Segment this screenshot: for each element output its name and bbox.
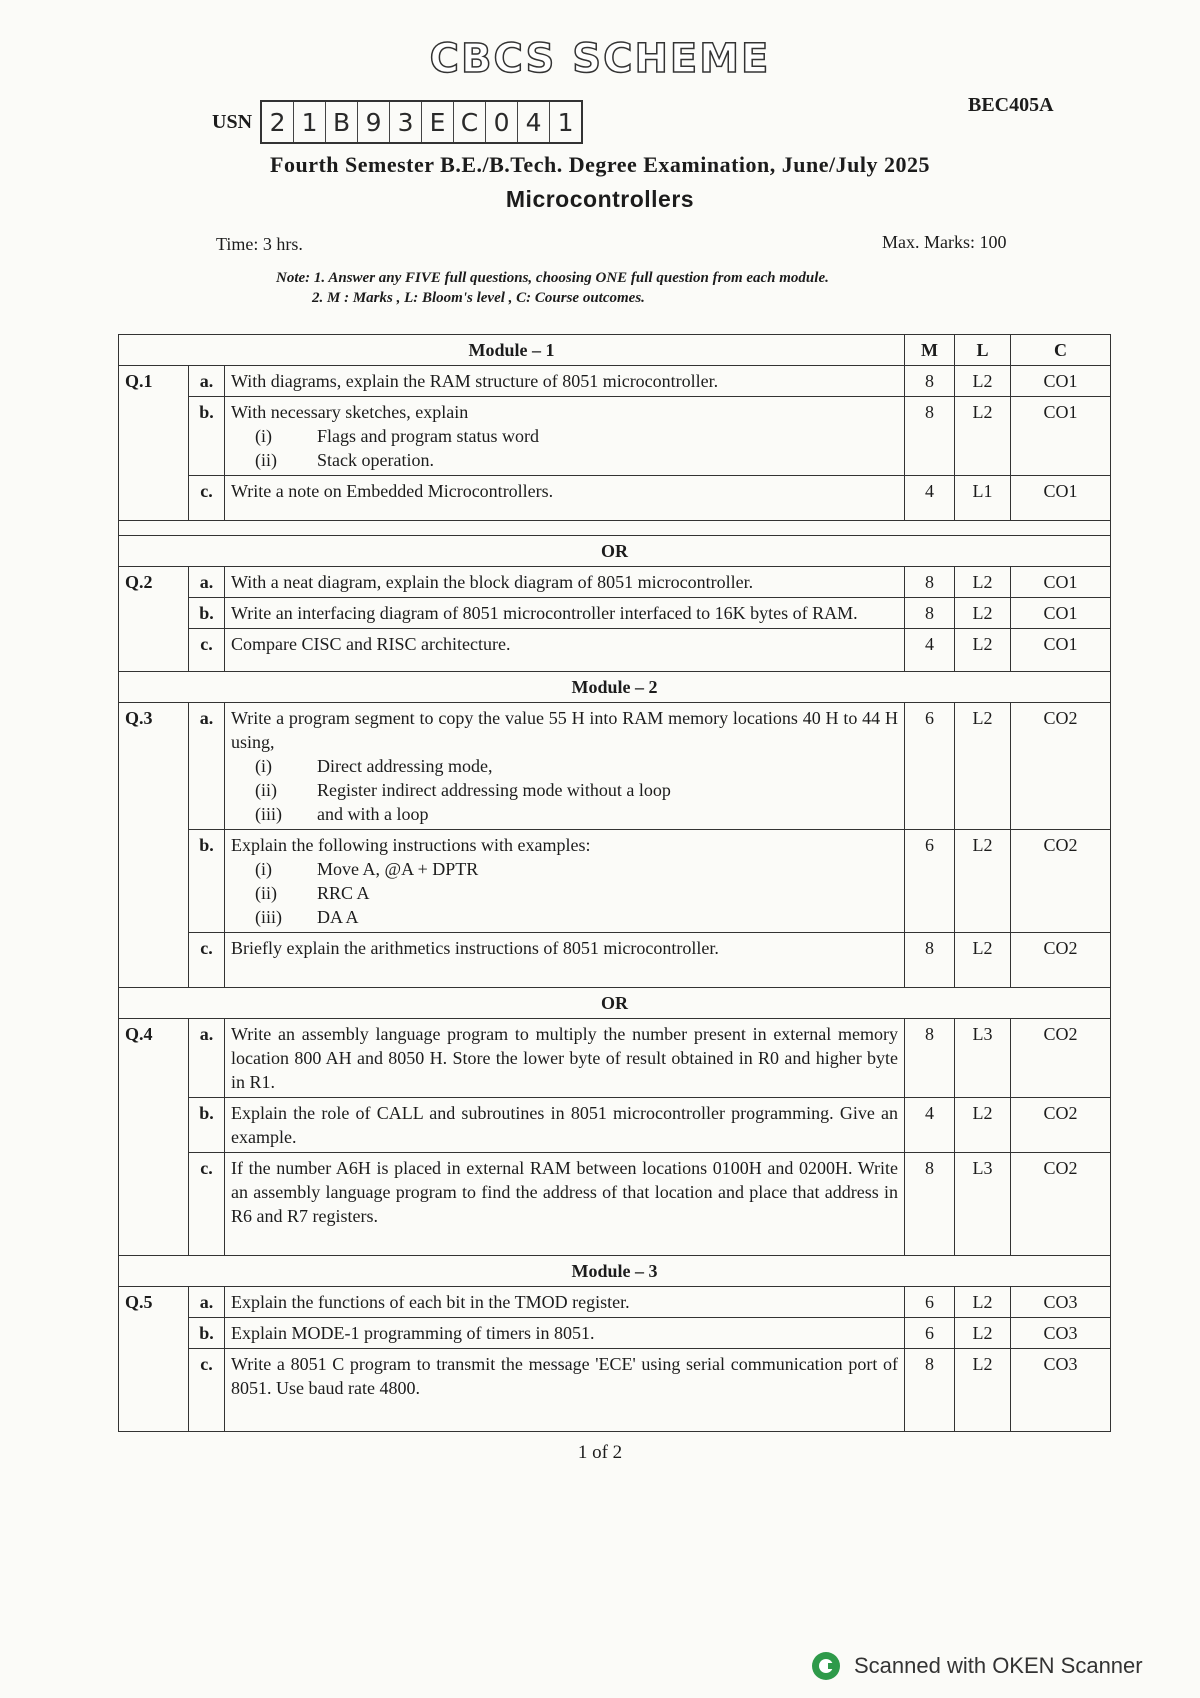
- table-row: [119, 1287, 1111, 1318]
- usn-digit: 3: [390, 102, 422, 142]
- marks: 8: [905, 567, 955, 598]
- module-2-heading: Module – 2: [119, 672, 1111, 703]
- sub-label: c.: [189, 476, 225, 521]
- sub-item-text: and with a loop: [317, 804, 429, 824]
- question-text: Compare CISC and RISC architecture.: [225, 629, 905, 672]
- table-row: [119, 1098, 1111, 1153]
- exam-title: Fourth Semester B.E./B.Tech. Degree Examination, June/July 2025: [270, 152, 930, 177]
- sub-item-text: Stack operation.: [317, 450, 434, 470]
- question-text: Explain the functions of each bit in the TMOD register.: [225, 1287, 905, 1318]
- module-1-heading: Module – 1: [119, 335, 905, 366]
- sub-label: b.: [189, 397, 225, 476]
- table-row: [119, 830, 1111, 933]
- blooms-level: L2: [955, 629, 1011, 672]
- course-outcome: CO2: [1011, 1153, 1111, 1256]
- table-row: [119, 598, 1111, 629]
- question-text: If the number A6H is placed in external RAM between locations 0100H and 0200H. Write an assembly language program to find the address of that location and place that address in R6 and R7 registers.: [225, 1153, 905, 1256]
- sub-item-text: Move A, @A + DPTR: [317, 859, 479, 879]
- spacer-cell: [119, 521, 1111, 536]
- question-number: Q.2: [119, 567, 189, 672]
- note-line-2: 2. M : Marks , L: Bloom's level , C: Course outcomes.: [312, 290, 645, 306]
- scanner-text: Scanned with OKEN Scanner: [854, 1653, 1143, 1678]
- exam-time: Time: 3 hrs.: [216, 234, 303, 254]
- table-row: [119, 366, 1111, 397]
- module-3-heading: Module – 3: [119, 1256, 1111, 1287]
- sub-item: [231, 802, 898, 826]
- table-row: [119, 1019, 1111, 1098]
- col-m-heading: M: [905, 335, 955, 366]
- course-outcome: CO2: [1011, 1019, 1111, 1098]
- blooms-level: L3: [955, 1153, 1011, 1256]
- marks: 4: [905, 476, 955, 521]
- scanner-logo-icon: [810, 1650, 842, 1682]
- sub-item: [231, 881, 898, 905]
- sub-label: c.: [189, 933, 225, 988]
- roman-label: (i): [255, 859, 272, 879]
- question-text-block: [225, 397, 905, 476]
- roman-label: (ii): [255, 780, 277, 800]
- course-outcome: CO2: [1011, 830, 1111, 933]
- usn-digit: 1: [294, 102, 326, 142]
- sub-label: b.: [189, 830, 225, 933]
- sub-item-text: Flags and program status word: [317, 426, 539, 446]
- marks: 6: [905, 1318, 955, 1349]
- sub-item: [231, 424, 898, 448]
- table-row: [119, 1153, 1111, 1256]
- blooms-level: L2: [955, 598, 1011, 629]
- sub-item: [231, 778, 898, 802]
- sub-item: [231, 905, 898, 929]
- question-text: Explain MODE-1 programming of timers in 8051.: [225, 1318, 905, 1349]
- question-text: With a neat diagram, explain the block diagram of 8051 microcontroller.: [225, 567, 905, 598]
- usn-digit: 9: [358, 102, 390, 142]
- question-number: Q.4: [119, 1019, 189, 1256]
- question-text: Write a note on Embedded Microcontrollers.: [225, 476, 905, 521]
- or-row: [119, 536, 1111, 567]
- question-text: Write a 8051 C program to transmit the message 'ECE' using serial communication port of 8051. Use baud rate 4800.: [225, 1349, 905, 1432]
- question-text-block: [225, 830, 905, 933]
- blooms-level: L2: [955, 933, 1011, 988]
- scheme-title: CBCS SCHEME: [429, 36, 771, 82]
- table-row: [119, 476, 1111, 521]
- course-outcome: CO1: [1011, 567, 1111, 598]
- course-outcome: CO3: [1011, 1318, 1111, 1349]
- marks: 6: [905, 830, 955, 933]
- sub-item: [231, 754, 898, 778]
- question-text: Explain the following instructions with examples:: [231, 835, 591, 855]
- blooms-level: L2: [955, 1318, 1011, 1349]
- question-table: [118, 334, 1111, 1432]
- usn-boxes: [260, 100, 583, 144]
- table-row: [119, 933, 1111, 988]
- table-row: [119, 1318, 1111, 1349]
- scanner-watermark: [810, 1650, 1143, 1682]
- question-text: Briefly explain the arithmetics instructions of 8051 microcontroller.: [225, 933, 905, 988]
- marks: 4: [905, 1098, 955, 1153]
- sub-label: a.: [189, 703, 225, 830]
- sub-label: a.: [189, 1287, 225, 1318]
- sub-label: b.: [189, 598, 225, 629]
- roman-label: (ii): [255, 450, 277, 470]
- roman-label: (ii): [255, 883, 277, 903]
- blooms-level: L2: [955, 830, 1011, 933]
- question-number: Q.5: [119, 1287, 189, 1432]
- sub-label: a.: [189, 1019, 225, 1098]
- blooms-level: L2: [955, 397, 1011, 476]
- sub-label: a.: [189, 567, 225, 598]
- blooms-level: L1: [955, 476, 1011, 521]
- marks: 6: [905, 703, 955, 830]
- sub-item-text: Register indirect addressing mode without a loop: [317, 780, 671, 800]
- course-outcome: CO1: [1011, 629, 1111, 672]
- usn-digit: 0: [486, 102, 518, 142]
- marks: 8: [905, 1349, 955, 1432]
- usn-digit: 1: [557, 107, 574, 137]
- roman-label: (i): [255, 426, 272, 446]
- roman-label: (i): [255, 756, 272, 776]
- course-outcome: CO2: [1011, 933, 1111, 988]
- blooms-level: L2: [955, 366, 1011, 397]
- sub-label: b.: [189, 1318, 225, 1349]
- sub-label: c.: [189, 1349, 225, 1432]
- sub-label: a.: [189, 366, 225, 397]
- sub-item-text: Direct addressing mode,: [317, 756, 493, 776]
- usn-digit: C: [454, 102, 486, 142]
- table-row: [119, 397, 1111, 476]
- col-c-heading: C: [1011, 335, 1111, 366]
- marks: 6: [905, 1287, 955, 1318]
- blooms-level: L2: [955, 1349, 1011, 1432]
- blooms-level: L2: [955, 703, 1011, 830]
- question-text: Write an interfacing diagram of 8051 microcontroller interfaced to 16K bytes of RAM.: [225, 598, 905, 629]
- usn-digit: 2: [262, 102, 294, 142]
- roman-label: (iii): [255, 907, 282, 927]
- col-l-heading: L: [955, 335, 1011, 366]
- sub-label: b.: [189, 1098, 225, 1153]
- page-number: 1 of 2: [577, 1442, 623, 1463]
- blooms-level: L2: [955, 1098, 1011, 1153]
- course-outcome: CO1: [1011, 366, 1111, 397]
- table-row: [119, 567, 1111, 598]
- course-outcome: CO1: [1011, 476, 1111, 521]
- sub-item-text: RRC A: [317, 883, 370, 903]
- course-outcome: CO2: [1011, 703, 1111, 830]
- question-text: Explain the role of CALL and subroutines in 8051 microcontroller programming. Give an example.: [225, 1098, 905, 1153]
- module-header-row: [119, 672, 1111, 703]
- usn-digit: B: [326, 102, 358, 142]
- question-number: Q.3: [119, 703, 189, 988]
- subject-title: Microcontrollers: [505, 186, 695, 212]
- or-divider: OR: [119, 988, 1111, 1019]
- marks: 8: [905, 397, 955, 476]
- or-row: [119, 988, 1111, 1019]
- course-outcome: CO1: [1011, 598, 1111, 629]
- table-row: [119, 629, 1111, 672]
- marks: 8: [905, 1019, 955, 1098]
- max-marks: Max. Marks: 100: [882, 232, 1007, 252]
- question-text: Write an assembly language program to multiply the number present in external memory location 800 AH and 8050 H. Store the lower byte of result obtained in R0 and higher byte in R1.: [225, 1019, 905, 1098]
- note-line-1: Note: 1. Answer any FIVE full questions, choosing ONE full question from each module.: [276, 270, 829, 286]
- question-text-block: [225, 703, 905, 830]
- blooms-level: L3: [955, 1019, 1011, 1098]
- marks: 8: [905, 933, 955, 988]
- marks: 4: [905, 629, 955, 672]
- or-divider: OR: [119, 536, 1111, 567]
- question-text: With diagrams, explain the RAM structure of 8051 microcontroller.: [225, 366, 905, 397]
- usn-digit: E: [422, 102, 454, 142]
- course-outcome: CO1: [1011, 397, 1111, 476]
- question-number: Q.1: [119, 366, 189, 521]
- table-row: [119, 1349, 1111, 1432]
- usn-label: USN: [212, 110, 253, 133]
- blooms-level: L2: [955, 567, 1011, 598]
- sub-item: [231, 857, 898, 881]
- course-outcome: CO3: [1011, 1287, 1111, 1318]
- marks: 8: [905, 366, 955, 397]
- sub-label: c.: [189, 629, 225, 672]
- table-row: [119, 703, 1111, 830]
- usn-digit: 4: [518, 102, 550, 142]
- instructions-note: [276, 268, 829, 308]
- sub-item-text: DA A: [317, 907, 359, 927]
- marks: 8: [905, 1153, 955, 1256]
- course-code: BEC405A: [968, 94, 1054, 116]
- sub-label: c.: [189, 1153, 225, 1256]
- sub-item: [231, 448, 898, 472]
- course-outcome: CO3: [1011, 1349, 1111, 1432]
- module-header-row: [119, 1256, 1111, 1287]
- question-text: With necessary sketches, explain: [231, 402, 469, 422]
- course-outcome: CO2: [1011, 1098, 1111, 1153]
- usn-row: [212, 100, 583, 144]
- blooms-level: L2: [955, 1287, 1011, 1318]
- spacer-row: [119, 521, 1111, 536]
- roman-label: (iii): [255, 804, 282, 824]
- question-text: Write a program segment to copy the value 55 H into RAM memory locations 40 H to 44 H using,: [231, 708, 899, 752]
- marks: 8: [905, 598, 955, 629]
- module-header-row: [119, 335, 1111, 366]
